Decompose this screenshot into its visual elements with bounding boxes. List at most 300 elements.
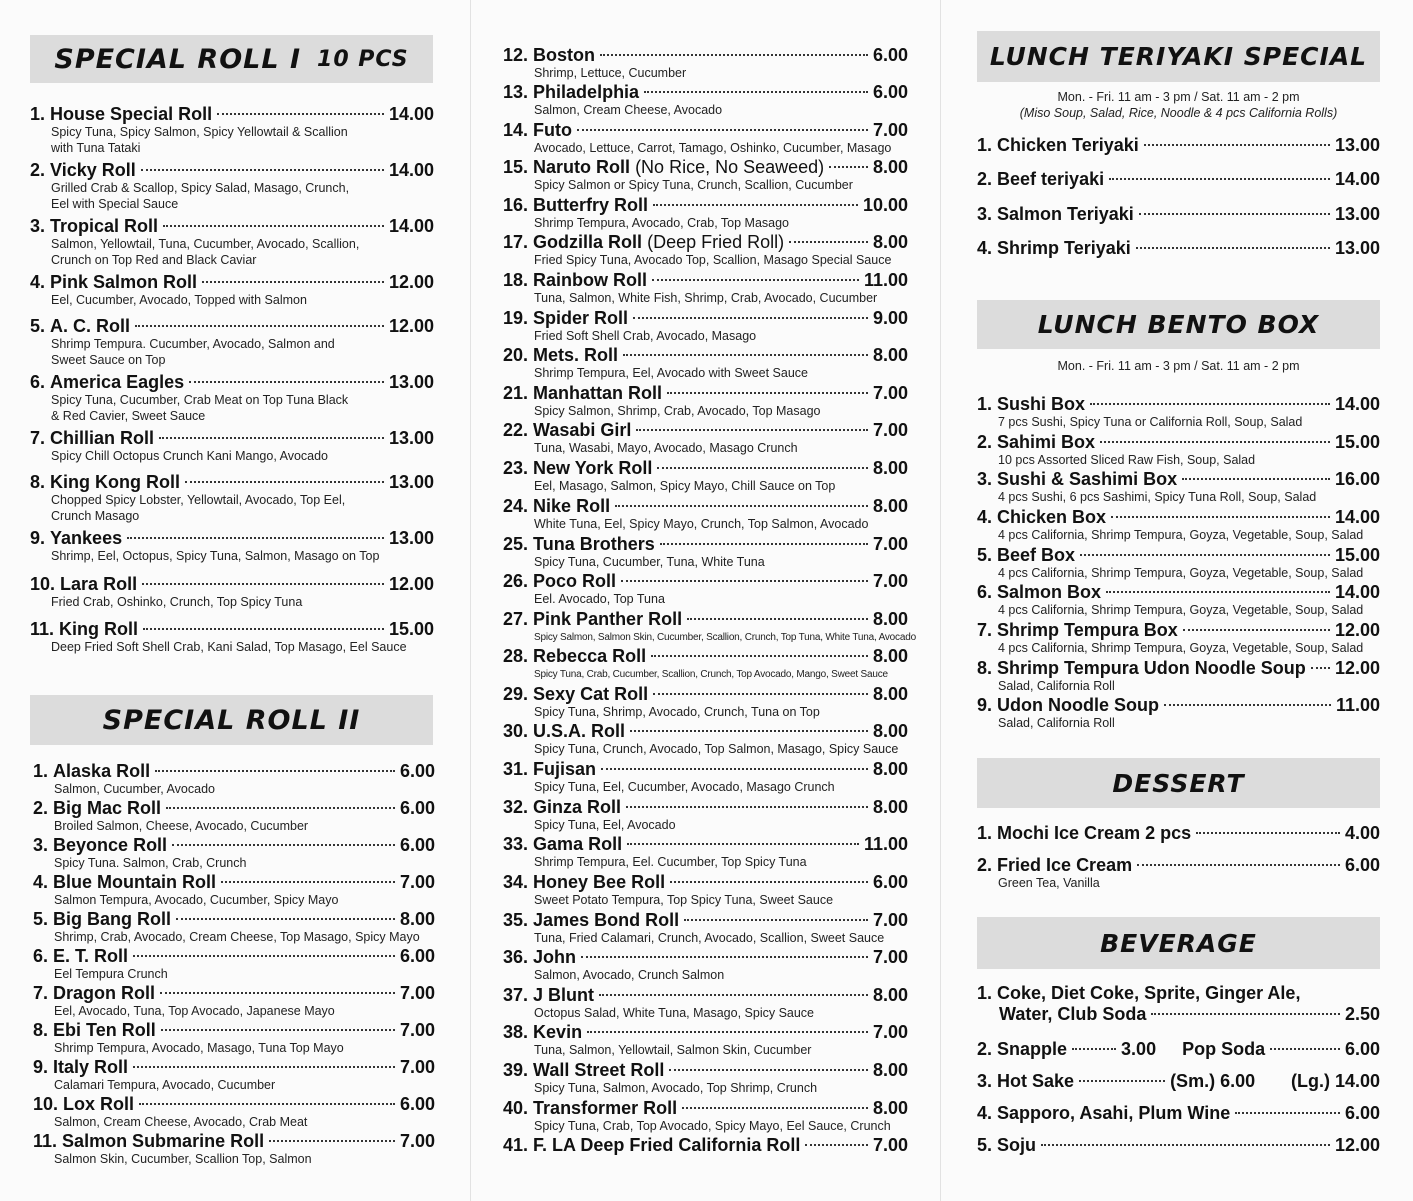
menu-item xyxy=(33,983,435,1020)
menu-item-line xyxy=(977,855,1380,876)
item-price: 6.00 xyxy=(399,835,435,855)
item-name: Snapple xyxy=(997,1039,1068,1059)
item-number: 2. xyxy=(977,1039,993,1059)
item-name: Sushi & Sashimi Box xyxy=(997,469,1178,489)
item-description: Spicy Tuna, Cucumber, Crab Meat on Top Tuna Black xyxy=(51,393,349,407)
menu-item xyxy=(30,316,434,368)
item-description: Spicy Tuna, Cucumber, Tuna, White Tuna xyxy=(534,555,765,569)
item-description: Eel, Avocado, Tuna, Top Avocado, Japanese Mayo xyxy=(54,1004,335,1018)
item-price: 8.00 xyxy=(872,609,908,629)
menu-item xyxy=(503,308,908,345)
menu-item xyxy=(977,432,1380,469)
item-name: Alaska Roll xyxy=(53,761,151,781)
leader-dots xyxy=(133,1066,395,1068)
leader-dots xyxy=(1109,178,1330,180)
item-description: 4 pcs California, Shrimp Tempura, Goyza, Vegetable, Soup, Salad xyxy=(998,641,1364,655)
menu-item xyxy=(30,272,434,309)
item-description: Spicy Tuna, Eel, Cucumber, Avocado, Masago Crunch xyxy=(534,780,835,794)
item-number: 15. xyxy=(503,157,529,177)
item-description: Spicy Tuna. Salmon, Crab, Crunch xyxy=(54,856,247,870)
item-description: Salmon Skin, Cucumber, Scallion Top, Salmon xyxy=(54,1152,312,1166)
item-number: 3. xyxy=(977,204,993,224)
leader-dots xyxy=(217,113,384,115)
item-description: Salad, California Roll xyxy=(998,679,1115,693)
item-price: 13.00 xyxy=(388,372,434,392)
menu-item xyxy=(503,910,908,947)
item-name: E. T. Roll xyxy=(53,946,129,966)
leader-dots xyxy=(1106,591,1330,593)
item-number: 14. xyxy=(503,120,529,140)
menu-item xyxy=(977,135,1380,156)
item-name: Vicky Roll xyxy=(50,160,136,180)
item-description: Salmon, Cream Cheese, Avocado, Crab Meat xyxy=(54,1115,308,1129)
item-price: 13.00 xyxy=(1334,238,1380,258)
menu-item-line xyxy=(503,345,908,366)
leader-dots xyxy=(667,392,868,394)
menu-item xyxy=(977,823,1380,844)
leader-dots xyxy=(577,129,868,131)
menu-item-line xyxy=(977,469,1380,490)
item-name: King Roll xyxy=(59,619,139,639)
menu-item-line xyxy=(977,823,1380,844)
leader-dots xyxy=(657,467,868,469)
item-number: 40. xyxy=(503,1098,529,1118)
leader-dots xyxy=(189,381,384,383)
item-price: 6.00 xyxy=(399,761,435,781)
leader-dots xyxy=(142,583,384,585)
item-description: Spicy Salmon, Salmon Skin, Cucumber, Scallion, Crunch, Top Tuna, White Tuna, Avocado xyxy=(534,632,916,643)
item-name: Ginza Roll xyxy=(533,797,622,817)
menu-item xyxy=(503,270,908,307)
item-description: & Red Cavier, Sweet Sauce xyxy=(51,408,206,423)
menu-item xyxy=(503,458,908,495)
item-number: 5. xyxy=(33,909,49,929)
menu-item xyxy=(33,761,435,798)
leader-dots xyxy=(627,843,859,845)
menu-item xyxy=(33,1020,435,1057)
menu-item-line xyxy=(33,1131,435,1152)
menu-item-line xyxy=(503,458,908,479)
item-name: Soju xyxy=(997,1135,1037,1155)
menu-item xyxy=(977,695,1380,732)
menu-item xyxy=(977,169,1380,190)
item-number: 16. xyxy=(503,195,529,215)
leader-dots xyxy=(599,994,868,996)
leader-dots xyxy=(1164,704,1331,706)
item-name: Coke, Diet Coke, Sprite, Ginger Ale, xyxy=(997,983,1301,1003)
item-number: 22. xyxy=(503,420,529,440)
item-number: 2. xyxy=(33,798,49,818)
menu-item-line xyxy=(30,104,434,125)
leader-dots xyxy=(615,505,868,507)
menu-item xyxy=(503,872,908,909)
item-price: 8.00 xyxy=(872,345,908,365)
item-price: 4.00 xyxy=(1344,823,1380,843)
leader-dots xyxy=(644,91,868,93)
item-name: Naruto Roll xyxy=(533,157,631,177)
item-description: Grilled Crab & Scallop, Spicy Salad, Masago, Crunch, xyxy=(51,181,350,195)
leader-dots xyxy=(805,1144,868,1146)
item-price: 8.00 xyxy=(872,496,908,516)
item-name: Manhattan Roll xyxy=(533,383,663,403)
item-name: Rainbow Roll xyxy=(533,270,648,290)
item-number: 11. xyxy=(30,619,55,639)
item-description: Shrimp, Crab, Avocado, Cream Cheese, Top Masago, Spicy Mayo xyxy=(54,930,420,944)
item-description: Shrimp, Eel, Octopus, Spicy Tuna, Salmon, Masago on Top xyxy=(51,549,380,563)
leader-dots xyxy=(621,580,868,582)
menu-item-line xyxy=(30,160,434,181)
special-roll-1-banner xyxy=(30,35,433,83)
item-description: Fried Spicy Tuna, Avocado Top, Scallion, Masago Special Sauce xyxy=(534,253,892,267)
item-description: Spicy Tuna, Crab, Top Avocado, Spicy Mayo, Eel Sauce, Crunch xyxy=(534,1119,891,1133)
menu-item-line xyxy=(977,238,1380,259)
dessert-banner xyxy=(977,758,1380,808)
item-number: 36. xyxy=(503,947,529,967)
item-name: Shrimp Teriyaki xyxy=(997,238,1131,258)
item-number: 35. xyxy=(503,910,529,930)
item-price: 13.00 xyxy=(388,428,434,448)
item-name: Wasabi Girl xyxy=(533,420,632,440)
lunch-teriyaki-includes: (Miso Soup, Salad, Rice, Noodle & 4 pcs California Rolls) xyxy=(1019,106,1338,120)
menu-item-line xyxy=(503,270,908,291)
item-name: Lox Roll xyxy=(63,1094,135,1114)
leader-dots xyxy=(1080,554,1330,556)
item-number: 12. xyxy=(503,45,529,65)
leader-dots xyxy=(682,1107,868,1109)
item-name: Futo xyxy=(533,120,573,140)
menu-item-line xyxy=(33,909,435,930)
item-number: 7. xyxy=(977,620,993,640)
menu-item-line xyxy=(33,835,435,856)
leader-dots xyxy=(1072,1048,1116,1050)
leader-dots xyxy=(653,693,868,695)
leader-dots xyxy=(1311,667,1330,669)
menu-item-line xyxy=(33,983,435,1004)
item-price: 12.00 xyxy=(388,272,434,292)
item-price: 7.00 xyxy=(872,1022,908,1042)
beverage-item-soju xyxy=(977,1135,1380,1156)
item-name: Tuna Brothers xyxy=(533,534,655,554)
item-price: 10.00 xyxy=(862,195,908,215)
beverage-item-hot-sake xyxy=(977,1071,1380,1092)
menu-item-line xyxy=(503,910,908,931)
item-price: 12.00 xyxy=(1334,620,1380,640)
leader-dots xyxy=(600,54,868,56)
menu-item xyxy=(503,985,908,1022)
item-description: Spicy Chill Octopus Crunch Kani Mango, Avocado xyxy=(51,449,329,463)
item-price: 14.00 xyxy=(388,216,434,236)
item-price: 7.00 xyxy=(872,534,908,554)
menu-item-line xyxy=(977,135,1380,156)
leader-dots xyxy=(670,881,868,883)
menu-item xyxy=(33,946,435,983)
menu-item-line xyxy=(503,684,908,705)
menu-item xyxy=(503,646,908,683)
item-number: 29. xyxy=(503,684,529,704)
lunch-teriyaki-banner xyxy=(977,31,1380,82)
menu-item-line xyxy=(503,1060,908,1081)
leader-dots xyxy=(172,844,395,846)
item-name: U.S.A. Roll xyxy=(533,721,626,741)
item-number: 9. xyxy=(33,1057,49,1077)
menu-item-line xyxy=(977,582,1380,603)
item-name: Chicken Teriyaki xyxy=(997,135,1139,155)
item-number: 25. xyxy=(503,534,529,554)
item-price: 16.00 xyxy=(1334,469,1380,489)
item-name: J Blunt xyxy=(533,985,595,1005)
item-name: Kevin xyxy=(533,1022,583,1042)
item-name: Spider Roll xyxy=(533,308,629,328)
item-name: Rebecca Roll xyxy=(533,646,647,666)
menu-item-line xyxy=(503,797,908,818)
item-name: Gama Roll xyxy=(533,834,623,854)
item-number: 2. xyxy=(977,432,993,452)
item-name: Wall Street Roll xyxy=(533,1060,665,1080)
item-price: 14.00 xyxy=(1334,507,1380,527)
item-description: Salad, California Roll xyxy=(998,716,1115,730)
item-number: 41. xyxy=(503,1135,529,1155)
item-description: Deep Fried Soft Shell Crab, Kani Salad, Top Masago, Eel Sauce xyxy=(51,640,407,654)
item-note: (No Rice, No Seaweed) xyxy=(635,157,825,177)
leader-dots xyxy=(139,1103,395,1105)
item-number: 7. xyxy=(30,428,46,448)
item-price: 6.00 xyxy=(1344,1039,1380,1059)
item-name: Big Bang Roll xyxy=(53,909,172,929)
menu-item xyxy=(977,507,1380,544)
menu-item xyxy=(503,834,908,871)
leader-dots xyxy=(155,770,395,772)
item-price: 6.00 xyxy=(399,1094,435,1114)
menu-item xyxy=(503,1098,908,1135)
menu-item-line xyxy=(503,985,908,1006)
item-price-large: (Lg.) 14.00 xyxy=(1290,1071,1380,1091)
leader-dots xyxy=(202,281,384,283)
menu-item-line xyxy=(503,383,908,404)
menu-item xyxy=(503,1060,908,1097)
leader-dots xyxy=(176,918,395,920)
item-name: A. C. Roll xyxy=(50,316,131,336)
item-number: 32. xyxy=(503,797,529,817)
item-name: Italy Roll xyxy=(53,1057,129,1077)
item-name: Chillian Roll xyxy=(50,428,155,448)
item-number: 8. xyxy=(30,472,46,492)
item-number: 31. xyxy=(503,759,529,779)
leader-dots xyxy=(141,169,384,171)
leader-dots xyxy=(133,955,395,957)
item-name: Butterfry Roll xyxy=(533,195,649,215)
menu-item xyxy=(503,684,908,721)
item-price: 15.00 xyxy=(388,619,434,639)
item-description: 4 pcs California, Shrimp Tempura, Goyza, Vegetable, Soup, Salad xyxy=(998,603,1364,617)
item-number: 10. xyxy=(33,1094,59,1114)
leader-dots xyxy=(1151,1013,1340,1015)
item-price: 7.00 xyxy=(872,947,908,967)
item-name: Poco Roll xyxy=(533,571,617,591)
lunch-bento-hours-text: Mon. - Fri. 11 am - 3 pm / Sat. 11 am - 2 pm xyxy=(1057,359,1300,373)
item-name: Udon Noodle Soup xyxy=(997,695,1160,715)
item-description: Salmon, Cream Cheese, Avocado xyxy=(534,103,723,117)
item-price: 8.00 xyxy=(872,797,908,817)
item-name: Tropical Roll xyxy=(50,216,159,236)
item-price: 6.00 xyxy=(1344,855,1380,875)
item-number: 30. xyxy=(503,721,529,741)
item-number: 3. xyxy=(33,835,49,855)
item-number: 6. xyxy=(33,946,49,966)
leader-dots xyxy=(1196,832,1340,834)
item-description: Crunch on Top Red and Black Caviar xyxy=(51,252,257,267)
menu-item xyxy=(977,582,1380,619)
lunch-bento-hours xyxy=(977,358,1380,374)
item-description: Avocado, Lettuce, Carrot, Tamago, Oshinko, Cucumber, Masago xyxy=(534,141,892,155)
item-price: 7.00 xyxy=(872,420,908,440)
menu-item xyxy=(30,528,434,565)
item-price: 14.00 xyxy=(1334,582,1380,602)
item-price: 14.00 xyxy=(388,160,434,180)
menu-item-line xyxy=(503,82,908,103)
lunch-bento-title: LUNCH BENTO BOX xyxy=(1037,310,1320,339)
item-price: 13.00 xyxy=(1334,204,1380,224)
item-number: 26. xyxy=(503,571,529,591)
item-description: Chopped Spicy Lobster, Yellowtail, Avocado, Top Eel, xyxy=(51,493,346,507)
leader-dots xyxy=(1111,516,1330,518)
item-name: Sapporo, Asahi, Plum Wine xyxy=(997,1103,1231,1123)
menu-item xyxy=(503,195,908,232)
leader-dots xyxy=(1136,247,1330,249)
menu-item xyxy=(503,157,908,194)
menu-item-line xyxy=(33,1094,435,1115)
menu-item xyxy=(33,1094,435,1131)
menu-item xyxy=(977,394,1380,431)
menu-item-line xyxy=(503,1022,908,1043)
menu-item xyxy=(30,372,434,424)
item-number: 2. xyxy=(977,855,993,875)
item-price: 6.00 xyxy=(1344,1103,1380,1123)
item-name-continued: Water, Club Soda xyxy=(999,1004,1147,1024)
item-price: 6.00 xyxy=(872,82,908,102)
item-number: 2. xyxy=(977,169,993,189)
menu-item-line xyxy=(33,946,435,967)
item-description: Eel with Special Sauce xyxy=(51,196,179,211)
item-price: 14.00 xyxy=(1334,394,1380,414)
item-number: 17. xyxy=(503,232,529,252)
item-name: Beef teriyaki xyxy=(997,169,1105,189)
menu-item-line xyxy=(503,721,908,742)
special-roll-1-subtitle: 10 PCS xyxy=(317,46,409,72)
item-price: 6.00 xyxy=(872,872,908,892)
item-name: Nike Roll xyxy=(533,496,611,516)
item-price: 6.00 xyxy=(399,946,435,966)
leader-dots xyxy=(1139,213,1330,215)
menu-item xyxy=(33,1131,435,1168)
leader-dots xyxy=(829,166,868,168)
menu-item xyxy=(33,835,435,872)
item-price: 7.00 xyxy=(399,1020,435,1040)
leader-dots xyxy=(601,768,868,770)
item-name: John xyxy=(533,947,577,967)
item-price: 8.00 xyxy=(872,646,908,666)
menu-item-line xyxy=(30,372,434,393)
item-name: Hot Sake xyxy=(997,1071,1075,1091)
item-number: 18. xyxy=(503,270,529,290)
item-description: Tuna, Salmon, White Fish, Shrimp, Crab, Avocado, Cucumber xyxy=(534,291,878,305)
item-price: 7.00 xyxy=(872,383,908,403)
item-name: Blue Mountain Roll xyxy=(53,872,217,892)
item-price: 13.00 xyxy=(388,472,434,492)
item-number: 8. xyxy=(33,1020,49,1040)
item-number: 20. xyxy=(503,345,529,365)
item-description: Tuna, Wasabi, Mayo, Avocado, Masago Crunch xyxy=(534,441,798,455)
item-number: 9. xyxy=(30,528,46,548)
leader-dots xyxy=(1270,1048,1340,1050)
menu-item xyxy=(503,82,908,119)
dessert-title: DESSERT xyxy=(1112,768,1245,798)
item-price: 8.00 xyxy=(872,1098,908,1118)
menu-item-line xyxy=(503,420,908,441)
item-price: 8.00 xyxy=(872,458,908,478)
item-price: 8.00 xyxy=(872,232,908,252)
leader-dots xyxy=(1235,1112,1340,1114)
item-price: 7.00 xyxy=(872,910,908,930)
item-number: 1. xyxy=(977,823,993,843)
menu-item xyxy=(977,855,1380,892)
menu-item xyxy=(977,545,1380,582)
item-description: 10 pcs Assorted Sliced Raw Fish, Soup, Salad xyxy=(998,453,1256,467)
leader-dots xyxy=(127,537,384,539)
item-name: Transformer Roll xyxy=(533,1098,678,1118)
item-price: 14.00 xyxy=(388,104,434,124)
item-description: Shrimp Tempura, Avocado, Masago, Tuna Top Mayo xyxy=(54,1041,344,1055)
item-number: 3. xyxy=(977,1071,993,1091)
leader-dots xyxy=(626,806,868,808)
item-description: Octopus Salad, White Tuna, Masago, Spicy Sauce xyxy=(534,1006,815,1020)
item-description: Spicy Salmon, Shrimp, Crab, Avocado, Top Masago xyxy=(534,404,821,418)
item-price: 7.00 xyxy=(872,1135,908,1155)
leader-dots xyxy=(159,437,384,439)
item-name: Dragon Roll xyxy=(53,983,156,1003)
item-description: Spicy Salmon or Spicy Tuna, Crunch, Scallion, Cucumber xyxy=(534,178,853,192)
menu-item-line xyxy=(33,1020,435,1041)
item-number: 4. xyxy=(977,1103,993,1123)
leader-dots xyxy=(163,225,384,227)
leader-dots xyxy=(1090,403,1330,405)
item-price: 11.00 xyxy=(863,834,908,854)
leader-dots xyxy=(1041,1144,1330,1146)
leader-dots xyxy=(623,354,868,356)
beverage-title: BEVERAGE xyxy=(1100,928,1257,958)
item-number: 4. xyxy=(977,238,993,258)
item-number: 1. xyxy=(30,104,46,124)
item-price: 12.00 xyxy=(1334,1135,1380,1155)
menu-item-line xyxy=(33,1057,435,1078)
menu-item xyxy=(30,619,434,656)
leader-dots xyxy=(581,956,868,958)
leader-dots xyxy=(653,204,858,206)
item-description: Spicy Tuna, Salmon, Avocado, Top Shrimp, Crunch xyxy=(534,1081,818,1095)
menu-item xyxy=(503,534,908,571)
menu-item-line xyxy=(33,872,435,893)
leader-dots xyxy=(669,1069,868,1071)
item-number: 37. xyxy=(503,985,529,1005)
menu-item xyxy=(503,721,908,758)
item-number: 33. xyxy=(503,834,529,854)
menu-item xyxy=(30,216,434,268)
item-description: Calamari Tempura, Avocado, Cucumber xyxy=(54,1078,276,1092)
item-description: with Tuna Tataki xyxy=(51,140,141,155)
leader-dots xyxy=(630,730,868,732)
menu-item-line xyxy=(30,316,434,337)
item-description: Spicy Tuna, Crab, Cucumber, Scallion, Crunch, Top Avocado, Mango, Sweet Sauce xyxy=(534,669,888,680)
menu-item-line xyxy=(503,1135,908,1156)
